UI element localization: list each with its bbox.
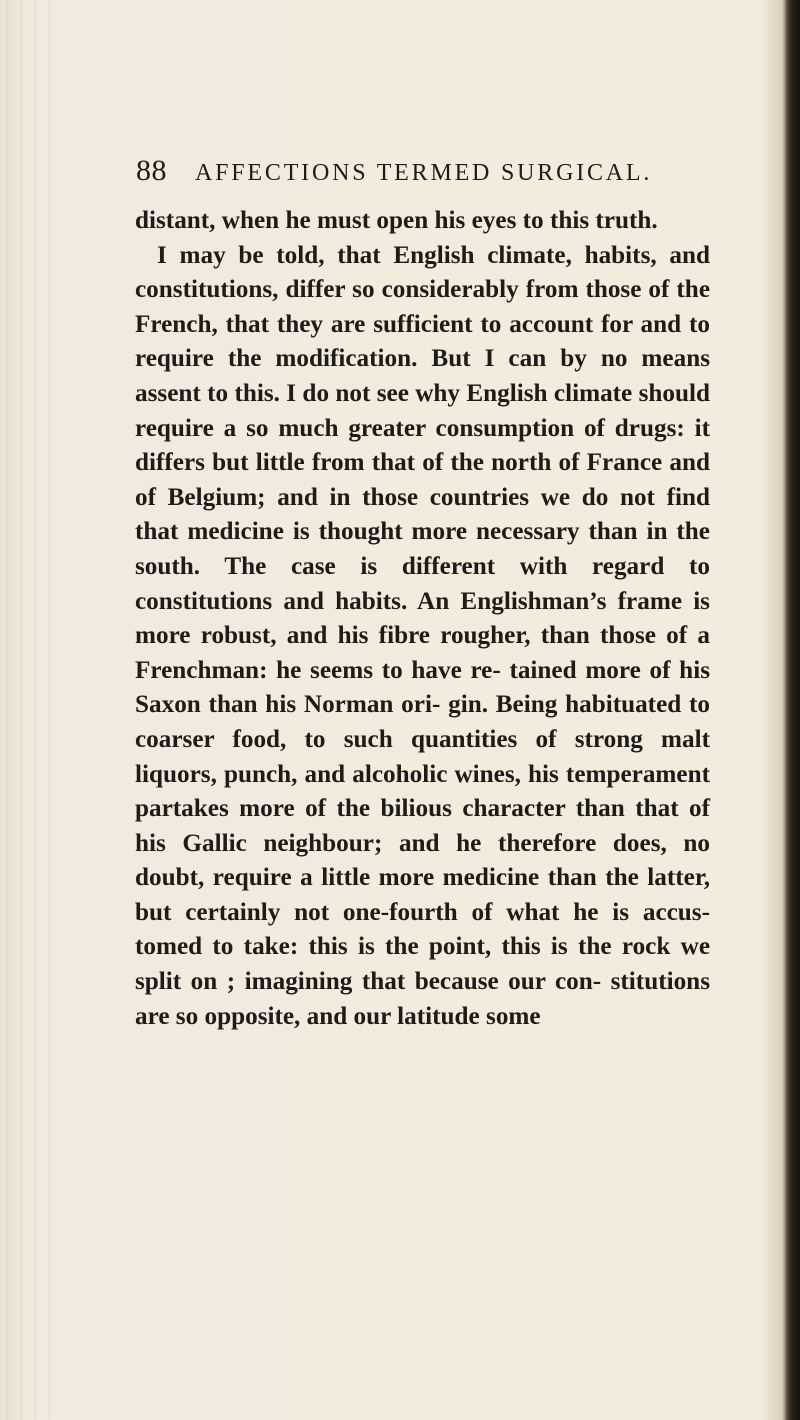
body-text bbox=[135, 204, 710, 1034]
gutter-shadow bbox=[0, 0, 60, 1420]
paragraph-2: I may be told, that English climate, habits, and constitutions, differ so considerably from those of the French, that they are sufficient to account for and to require the modification. But I can by no means assent to this. I do not see why English climate should require a so much greater consumption of drugs: it differs but little from that of the north of France and of Belgium; and in those countries we do not find that medicine is thought more necessary than in the south. The case is different with regard to constitutions and habits. An Englishman’s frame is more robust, and his fibre rougher, than those of a Frenchman: he seems to have re- tained more of his Saxon than his Norman ori- gin. Being habituated to coarser food, to such quantities of strong malt liquors, punch, and alcoholic wines, his temperament partakes more of the bilious character than that of his Gallic neighbour; and he therefore does, no doubt, require a little more medicine than the latter, but certainly not one-fourth of what he is accus- tomed to take: this is the point, this is the rock we split on ; imagining that because our con- stitutions are so opposite, and our latitude some bbox=[135, 241, 710, 1030]
page-number: 88 bbox=[136, 154, 167, 187]
page-header bbox=[136, 154, 696, 194]
running-head: AFFECTIONS TERMED SURGICAL. bbox=[195, 160, 653, 186]
page-edge-shadow bbox=[786, 0, 800, 1420]
paragraph-1: distant, when he must open his eyes to this truth. bbox=[135, 207, 658, 234]
